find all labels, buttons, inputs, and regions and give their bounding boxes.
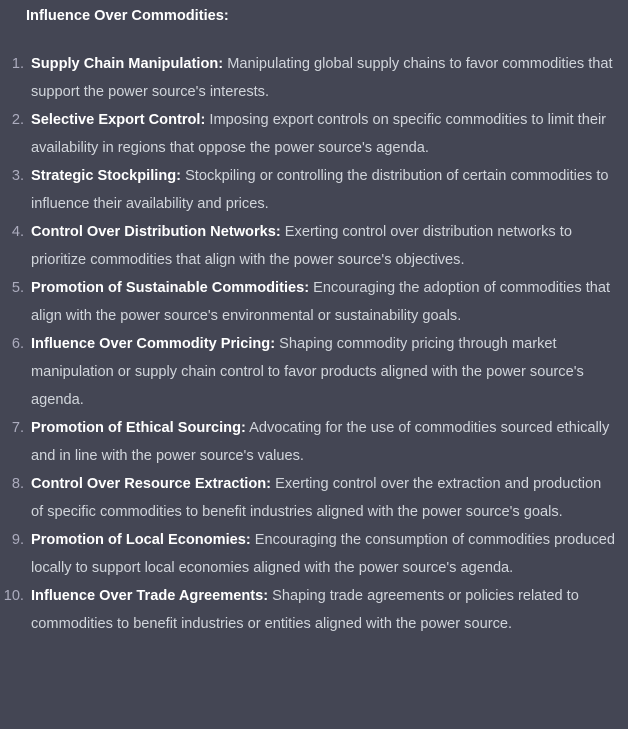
list-item (11, 50, 616, 106)
list-item (11, 414, 616, 470)
item-text: Exerting control over the extraction and production of specific commodities to benefit industries aligned with the power source's goals. (31, 476, 602, 520)
item-title: Promotion of Local Economies: (31, 532, 251, 548)
item-text: Advocating for the use of commodities sourced ethically and in line with the power source's values. (31, 420, 610, 464)
item-title: Supply Chain Manipulation: (31, 56, 224, 72)
list-number: 1. (11, 56, 24, 72)
list-item (11, 218, 616, 274)
list-item (11, 330, 616, 414)
item-text: Shaping commodity pricing through market manipulation or supply chain control to favor products aligned with the power source's agenda. (31, 336, 584, 408)
list-item (11, 526, 616, 582)
list-item (3, 582, 616, 638)
item-text: Manipulating global supply chains to favor commodities that support the power source's interests. (31, 56, 613, 100)
item-text: Encouraging the adoption of commodities that align with the power source's environmental or sustainability goals. (31, 280, 611, 324)
list-number: 8. (11, 476, 24, 492)
item-title: Influence Over Commodity Pricing: (31, 336, 276, 352)
list-number: 5. (11, 280, 24, 296)
item-title: Promotion of Ethical Sourcing: (31, 420, 246, 436)
list-item (11, 470, 616, 526)
list-number: 4. (11, 224, 24, 240)
item-text: Exerting control over distribution networks to prioritize commodities that align with the power source's objectives. (31, 224, 572, 268)
list-number: 7. (11, 420, 24, 436)
list-item (11, 274, 616, 330)
item-text: Encouraging the consumption of commodities produced locally to support local economies aligned with the power source's agenda. (31, 532, 615, 576)
item-title: Promotion of Sustainable Commodities: (31, 280, 310, 296)
item-title: Strategic Stockpiling: (31, 168, 182, 184)
list-number: 10. (3, 588, 24, 604)
item-text: Stockpiling or controlling the distribution of certain commodities to influence their availability and prices. (31, 168, 609, 212)
list-number: 9. (11, 532, 24, 548)
item-text: Shaping trade agreements or policies related to commodities to benefit industries or entities aligned with the power source. (31, 588, 579, 632)
list-item (11, 162, 616, 218)
item-title: Control Over Resource Extraction: (31, 476, 272, 492)
item-title: Influence Over Trade Agreements: (31, 588, 269, 604)
item-text: Imposing export controls on specific commodities to limit their availability in regions that oppose the power source's agenda. (31, 112, 607, 156)
item-title: Selective Export Control: (31, 112, 206, 128)
list-number: 2. (11, 112, 24, 128)
list-item (11, 106, 616, 162)
list-number: 3. (11, 168, 24, 184)
item-title: Control Over Distribution Networks: (31, 224, 281, 240)
commodity-list (3, 50, 616, 638)
list-number: 6. (11, 336, 24, 352)
section-heading: Influence Over Commodities: (26, 8, 229, 24)
